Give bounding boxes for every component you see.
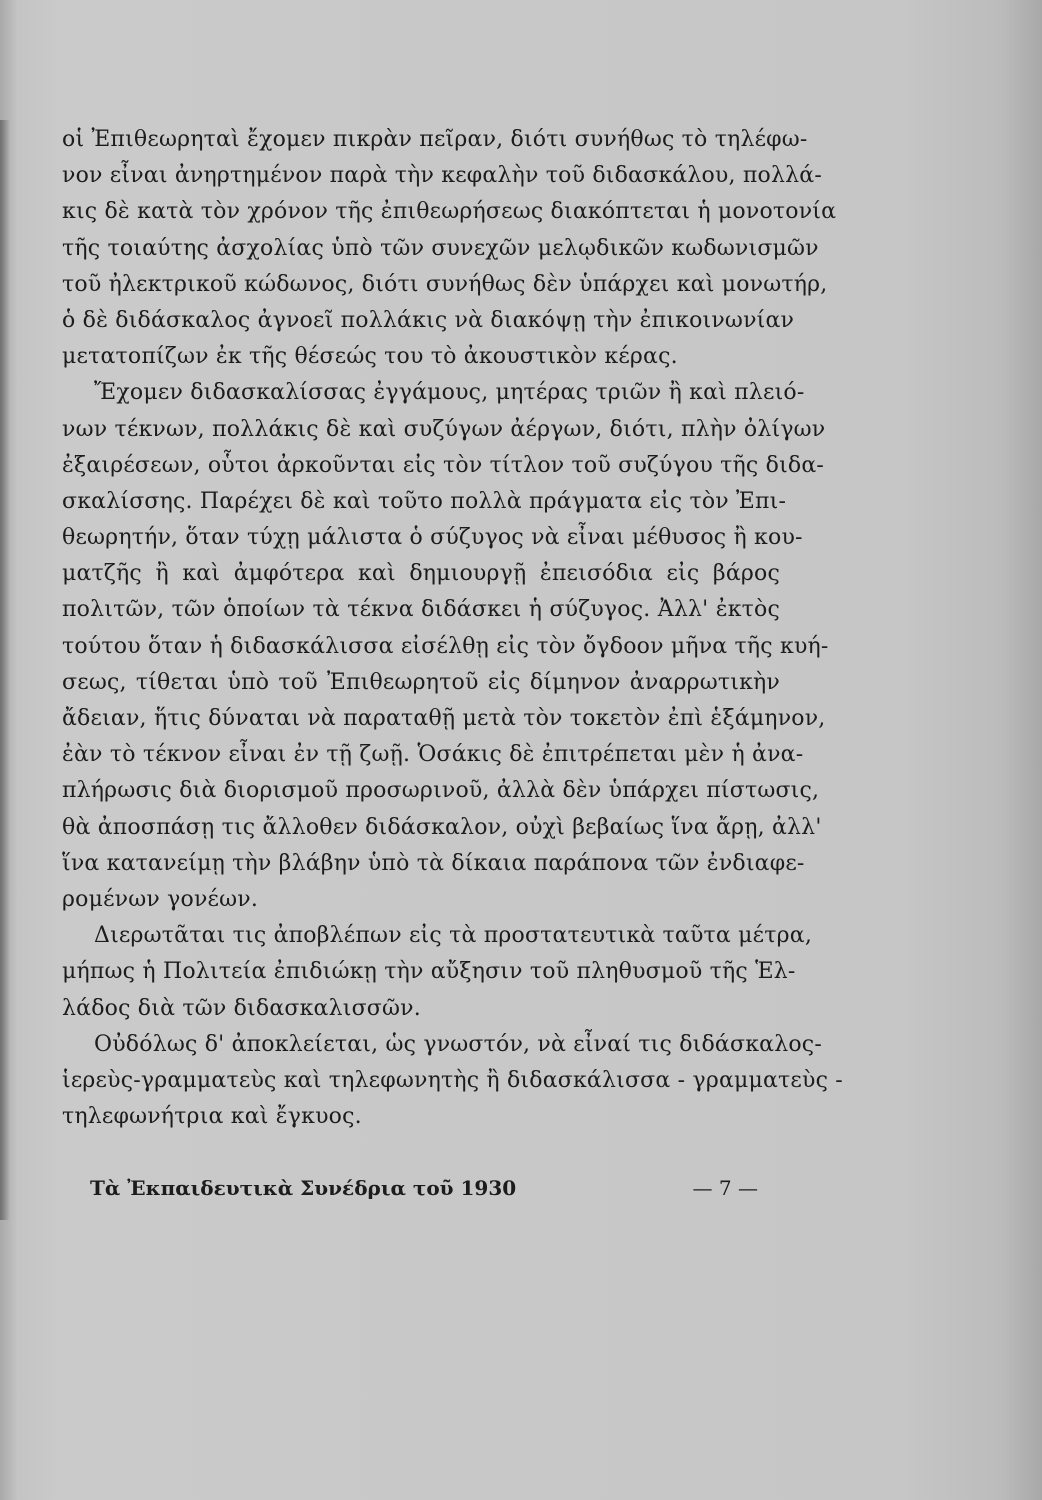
text-line: ὁ δὲ διδάσκαλος ἀγνοεῖ πολλάκις νὰ διακόψῃ τὴν ἐπικοινωνίαν (62, 307, 795, 333)
text-line: σεως, τίθεται ὑπὸ τοῦ Ἐπιθεωρητοῦ εἰς δίμηνον ἀναρρωτικὴν (62, 669, 780, 695)
text-line: νον εἶναι ἀνηρτημένον παρὰ τὴν κεφαλὴν τοῦ διδασκάλου, πολλά- (62, 163, 822, 189)
text-line: μετατοπίζων ἐκ τῆς θέσεώς του τὸ ἀκουστικὸν κέρας. (62, 344, 678, 370)
text-line: Οὐδόλως δ' ἀποκλείεται, ὡς γνωστόν, νὰ εἶναί τις διδάσκαλος- (94, 1031, 822, 1057)
paragraph-4 (62, 1027, 843, 1136)
footer-title: Τὰ Ἐκπαιδευτικὰ Συνέδρια τοῦ 1930 (90, 1176, 517, 1200)
text-line: ἐξαιρέσεων, οὗτοι ἀρκοῦνται εἰς τὸν τίτλον τοῦ συζύγου τῆς διδα- (62, 452, 825, 478)
body-text (62, 122, 843, 1135)
text-line: λάδος διὰ τῶν διδασκαλισσῶν. (62, 995, 421, 1021)
text-line: τούτου ὅταν ἡ διδασκάλισσα εἰσέλθῃ εἰς τὸν ὄγδοον μῆνα τῆς κυή- (62, 633, 829, 659)
text-line: θεωρητήν, ὅταν τύχῃ μάλιστα ὁ σύζυγος νὰ εἶναι μέθυσος ἢ κου- (62, 525, 803, 551)
page-number: — 7 — (692, 1176, 758, 1200)
binding-edge-shadow (0, 120, 10, 1220)
text-line: τοῦ ἠλεκτρικοῦ κώδωνος, διότι συνήθως δὲν ὑπάρχει καὶ μονωτήρ, (62, 271, 828, 297)
text-line: πλήρωσις διὰ διορισμοῦ προσωρινοῦ, ἀλλὰ δὲν ὑπάρχει πίστωσις, (62, 778, 820, 804)
text-line: ἵνα κατανείμῃ τὴν βλάβην ὑπὸ τὰ δίκαια παράπονα τῶν ἐνδιαφε- (62, 850, 805, 876)
text-line: μήπως ἡ Πολιτεία ἐπιδιώκῃ τὴν αὔξησιν τοῦ πληθυσμοῦ τῆς Ἑλ- (62, 959, 796, 985)
text-line: τηλεφωνήτρια καὶ ἔγκυος. (62, 1104, 362, 1130)
text-line: κις δὲ κατὰ τὸν χρόνον τῆς ἐπιθεωρήσεως διακόπτεται ἡ μονοτονία (62, 199, 837, 225)
text-line: θὰ ἀποσπάσῃ τις ἄλλοθεν διδάσκαλον, οὐχὶ βεβαίως ἵνα ἄρῃ, ἀλλ' (62, 814, 822, 840)
text-line: Διερωτᾶται τις ἀποβλέπων εἰς τὰ προστατευτικὰ ταῦτα μέτρα, (94, 923, 813, 949)
text-line: πολιτῶν, τῶν ὁποίων τὰ τέκνα διδάσκει ἡ σύζυγος. Ἀλλ' ἐκτὸς (62, 597, 780, 623)
paragraph-1 (62, 122, 837, 375)
text-line: οἱ Ἐπιθεωρηταὶ ἔχομεν πικρὰν πεῖραν, διότι συνήθως τὸ τηλέφω- (62, 127, 808, 152)
text-line: ρομένων γονέων. (62, 886, 259, 912)
paragraph-2 (62, 375, 829, 918)
text-line: σκαλίσσης. Παρέχει δὲ καὶ τοῦτο πολλὰ πράγματα εἰς τὸν Ἐπι- (62, 488, 787, 514)
text-line: ματζῆς ἢ καὶ ἀμφότερα καὶ δημιουργῇ ἐπεισόδια εἰς βάρος (62, 561, 780, 587)
text-line: ἄδειαν, ἥτις δύναται νὰ παραταθῇ μετὰ τὸν τοκετὸν ἐπὶ ἑξάμηνον, (62, 706, 826, 731)
text-line: Ἔχομεν διδασκαλίσσας ἐγγάμους, μητέρας τριῶν ἢ καὶ πλειό- (94, 380, 805, 406)
text-line: ἱερεὺς-γραμματεὺς καὶ τηλεφωνητὴς ἢ διδασκάλισσα - γραμματεὺς - (62, 1067, 843, 1093)
text-line: ἐὰν τὸ τέκνον εἶναι ἐν τῇ ζωῇ. Ὁσάκις δὲ ἐπιτρέπεται μὲν ἡ ἀνα- (62, 742, 804, 768)
text-line: τῆς τοιαύτης ἀσχολίας ὑπὸ τῶν συνεχῶν μελῳδικῶν κωδωνισμῶν (62, 235, 819, 261)
text-line: νων τέκνων, πολλάκις δὲ καὶ συζύγων ἀέργων, διότι, πλὴν ὀλίγων (62, 416, 826, 442)
paragraph-3 (62, 918, 813, 1027)
